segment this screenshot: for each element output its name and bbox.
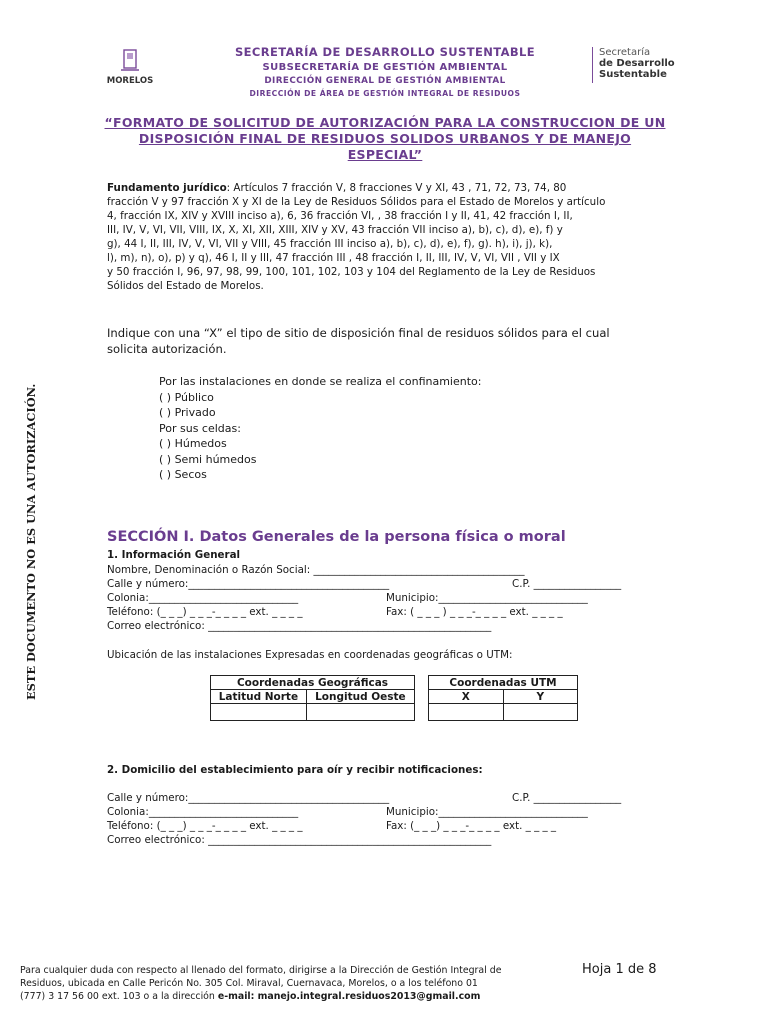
footer-line1: Para cualquier duda con respecto al llenado del formato, dirigirse a la Dirección de Gestión Integral de: [20, 965, 502, 976]
form-title-line3: ESPECIAL”: [347, 147, 423, 162]
geo-coord-table: [210, 675, 415, 721]
colonia-field[interactable]: Colonia:_____________________________: [107, 592, 299, 604]
fundamento-line3: 4, fracción IX, XIV y XVIII inciso a), 6, 36 fracción VI, , 38 fracción I y II, 41, 42 fracción I, II,: [107, 210, 573, 222]
nombre-field[interactable]: Nombre, Denominación o Razón Social: _________________________________________: [107, 564, 525, 576]
indique-paragraph: [107, 325, 667, 357]
footer-email[interactable]: e-mail: manejo.integral.residuos2013@gmail.com: [217, 991, 481, 1002]
option-humedos[interactable]: ( ) Húmedos: [159, 437, 227, 450]
fundamento-line6: l), m), n), o), p) y q), 46 I, II y III, 47 fracción III , 48 fracción I, II, III, IV, V, VI, VII , VII y IX: [107, 252, 560, 264]
secretaria-logo-line1: Secretaría: [599, 47, 651, 58]
utm-input-row: [429, 704, 578, 721]
footer-note: [20, 964, 550, 1003]
geo-coord-subheader-row: [211, 690, 415, 704]
form-title-line2: DISPOSICIÓN FINAL DE RESIDUOS SOLIDOS URBANOS Y DE MANEJO: [138, 131, 632, 146]
correo2-field[interactable]: Correo electrónico: _______________________________________________________: [107, 834, 492, 846]
utm-x-header: X: [429, 690, 504, 704]
confinamiento-label: Por las instalaciones en donde se realiza el confinamiento:: [159, 375, 482, 388]
utm-y-cell[interactable]: [503, 704, 578, 721]
option-semi-humedos[interactable]: ( ) Semi húmedos: [159, 452, 257, 466]
latitud-cell[interactable]: [211, 704, 307, 721]
fax-field[interactable]: Fax: ( _ _ _ ) _ _ _-_ _ _ _ ext. _ _ _ _: [386, 606, 563, 618]
latitud-header: Latitud Norte: [211, 690, 307, 704]
footer-line3-text: (777) 3 17 56 00 ext. 103 o a la dirección: [20, 991, 218, 1002]
side-disclaimer: ESTE DOCUMENTO NO ES UNA AUTORIZACIÓN.: [24, 383, 38, 700]
indique-line1: Indique con una “X” el tipo de sitio de disposición final de residuos sólidos para el cual: [107, 326, 610, 340]
colonia2-field[interactable]: Colonia:_____________________________: [107, 806, 299, 818]
utm-y-header: Y: [503, 690, 578, 704]
indique-line2: solicita autorización.: [107, 342, 227, 356]
cp-field[interactable]: C.P. _________________: [512, 578, 622, 590]
fundamento-label: Fundamento jurídico: [107, 182, 227, 194]
utm-x-cell[interactable]: [429, 704, 504, 721]
geo-coord-header: Coordenadas Geográficas: [211, 676, 415, 690]
geo-coord-input-row: [211, 704, 415, 721]
fundamento-line1: [107, 181, 663, 195]
municipio2-field[interactable]: Municipio:_____________________________: [386, 806, 588, 818]
municipio-field[interactable]: Municipio:_____________________________: [386, 592, 588, 604]
fundamento-line4: III, IV, V, VI, VII, VIII, IX, X, XI, XII, XIII, XIV y XV, 43 fracción VII inciso a), b), c), d), e), f) y: [107, 224, 563, 236]
celdas-label: Por sus celdas:: [159, 421, 241, 435]
form-title: [100, 115, 670, 163]
utm-header-row: [429, 676, 578, 690]
morelos-logo-text: MORELOS: [106, 76, 154, 86]
fundamento-line7: y 50 fracción I, 96, 97, 98, 99, 100, 101, 102, 103 y 104 del Reglamento de la Ley de Residuos: [107, 266, 596, 278]
fundamento-line8: Sólidos del Estado de Morelos.: [107, 280, 264, 292]
fundamento-line2: fracción V y 97 fracción X y XI de la Ley de Residuos Sólidos para el Estado de Morelos y artículo: [107, 196, 606, 208]
telefono-field[interactable]: Teléfono: (_ _ _) _ _ _-_ _ _ _ ext. _ _ _ _: [107, 606, 303, 618]
ubicacion-label: Ubicación de las instalaciones Expresadas en coordenadas geográficas o UTM:: [107, 649, 513, 661]
calle-field[interactable]: Calle y número:_______________________________________: [107, 578, 390, 590]
header-line3: DIRECCIÓN GENERAL DE GESTIÓN AMBIENTAL: [264, 76, 506, 86]
fundamento-paragraph: [107, 181, 663, 293]
longitud-header: Longitud Oeste: [306, 690, 414, 704]
secretaria-logo-line2: de Desarrollo: [599, 58, 675, 69]
calle2-field[interactable]: Calle y número:_______________________________________: [107, 792, 390, 804]
geo-coord-header-row: [211, 676, 415, 690]
fundamento-line5: g), 44 I, II, III, IV, V, VI, VII y VIII, 45 fracción III inciso a), b), c), d), e), f), g). h), i), j), k),: [107, 238, 553, 250]
options-block: [159, 374, 481, 483]
utm-coord-table: [428, 675, 578, 721]
footer-line3: [20, 990, 550, 1003]
page-number: Hoja 1 de 8: [582, 962, 657, 977]
morelos-logo: [100, 48, 160, 90]
cp2-field[interactable]: C.P. _________________: [512, 792, 622, 804]
utm-header: Coordenadas UTM: [429, 676, 578, 690]
header-line1: SECRETARÍA DE DESARROLLO SUSTENTABLE: [234, 45, 536, 59]
option-privado[interactable]: ( ) Privado: [159, 406, 216, 419]
header-line2: SUBSECRETARÍA DE GESTIÓN AMBIENTAL: [262, 62, 508, 73]
option-secos[interactable]: ( ) Secos: [159, 468, 207, 481]
section1-subtitle: 1. Información General: [107, 549, 241, 561]
section2-subtitle: 2. Domicilio del establecimiento para oír y recibir notificaciones:: [107, 764, 483, 776]
fax2-field[interactable]: Fax: (_ _ _) _ _ _-_ _ _ _ ext. _ _ _ _: [386, 820, 557, 832]
fundamento-line1-text: : Artículos 7 fracción V, 8 fracciones V y XI, 43 , 71, 72, 73, 74, 80: [226, 182, 567, 194]
section1-title: SECCIÓN I. Datos Generales de la persona física o moral: [107, 529, 566, 545]
correo-field[interactable]: Correo electrónico: _______________________________________________________: [107, 620, 492, 632]
form-title-line1: “FORMATO DE SOLICITUD DE AUTORIZACIÓN PARA LA CONSTRUCCION DE UN: [104, 115, 666, 130]
secretaria-logo-line3: Sustentable: [599, 69, 667, 80]
secretaria-logo: [592, 47, 709, 83]
morelos-emblem-icon: [115, 48, 145, 74]
header-line4: DIRECCIÓN DE ÁREA DE GESTIÓN INTEGRAL DE RESIDUOS: [249, 89, 521, 98]
longitud-cell[interactable]: [306, 704, 414, 721]
utm-subheader-row: [429, 690, 578, 704]
telefono2-field[interactable]: Teléfono: (_ _ _) _ _ _-_ _ _ _ ext. _ _ _ _: [107, 820, 303, 832]
option-publico[interactable]: ( ) Público: [159, 390, 214, 404]
footer-line2: Residuos, ubicada en Calle Pericón No. 305 Col. Miraval, Cuernavaca, Morelos, o a los teléfono 01: [20, 978, 478, 989]
